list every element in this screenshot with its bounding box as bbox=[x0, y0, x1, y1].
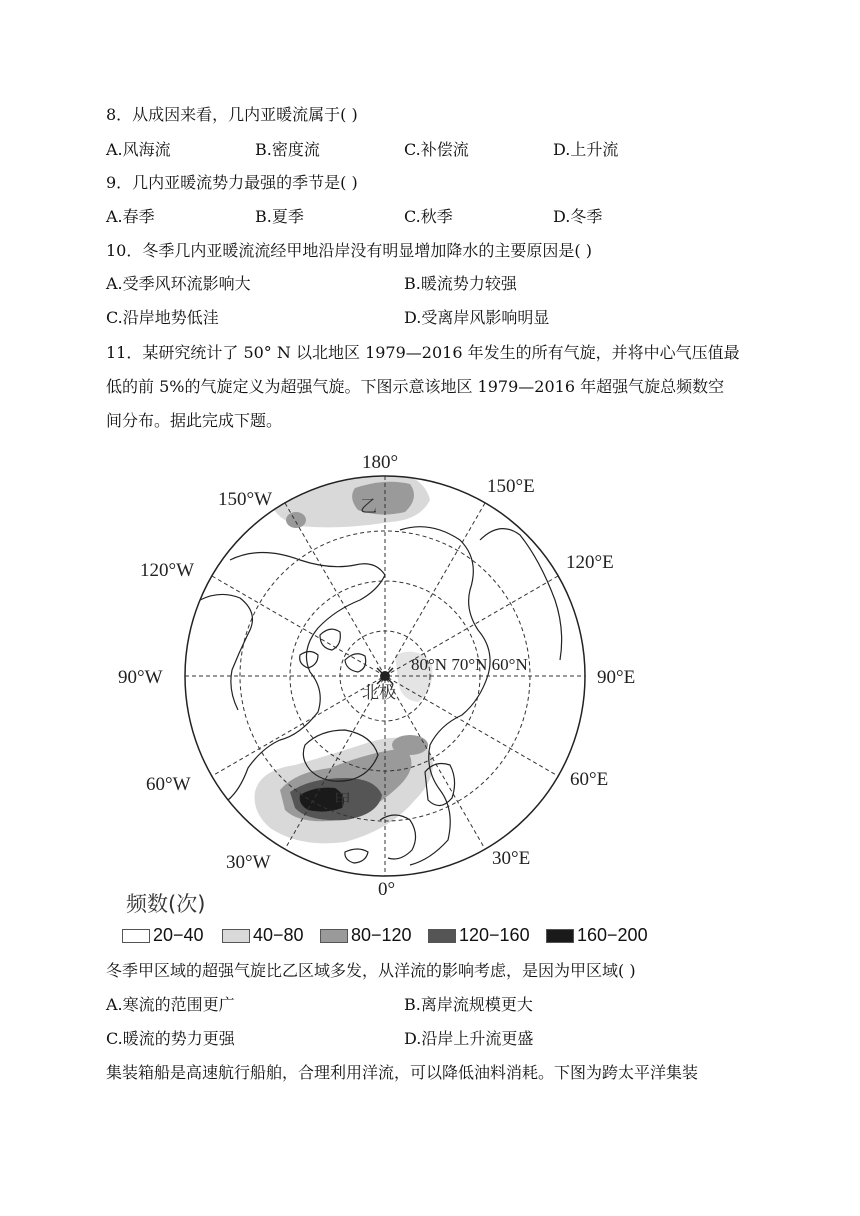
polar-frequency-map bbox=[0, 440, 860, 900]
frequency-legend bbox=[122, 922, 682, 952]
legend-swatch bbox=[428, 929, 456, 943]
legend-label: 120−160 bbox=[459, 925, 530, 945]
legend-title: 频数(次) bbox=[126, 892, 206, 916]
legend-label: 40−80 bbox=[253, 925, 304, 945]
legend-label: 20−40 bbox=[153, 925, 204, 945]
legend-label: 80−120 bbox=[351, 925, 412, 945]
q8-option-a: A.风海流 bbox=[106, 140, 171, 159]
legend-item-20-40 bbox=[122, 925, 204, 946]
legend-item-120-160 bbox=[428, 925, 530, 946]
q9-option-b: B.夏季 bbox=[255, 207, 304, 226]
q11-option-c: C.暖流的势力更强 bbox=[106, 1029, 235, 1048]
label-90w: 90°W bbox=[118, 667, 163, 688]
label-yi-region: 乙 bbox=[360, 497, 377, 517]
label-jia-region: 甲 bbox=[334, 791, 351, 811]
label-latitudes: 80°N 70°N 60°N bbox=[411, 655, 528, 674]
label-180: 180° bbox=[362, 452, 399, 473]
label-90e: 90°E bbox=[597, 667, 636, 688]
label-north-pole: 北极 bbox=[362, 683, 396, 703]
q11-option-d: D.沿岸上升流更盛 bbox=[404, 1029, 534, 1048]
label-150w: 150°W bbox=[218, 489, 273, 510]
q8-option-b: B.密度流 bbox=[255, 140, 320, 159]
next-paragraph: 集装箱船是高速航行船舶，合理利用洋流，可以降低油料消耗。下图为跨太平洋集装 bbox=[106, 1063, 699, 1082]
q10-option-a: A.受季风环流影响大 bbox=[106, 274, 251, 293]
legend-item-80-120 bbox=[320, 925, 412, 946]
label-0: 0° bbox=[378, 879, 396, 900]
legend-swatch bbox=[546, 929, 574, 943]
q8-option-c: C.补偿流 bbox=[404, 140, 469, 159]
legend-item-160-200 bbox=[546, 925, 648, 946]
q9-stem: 9．几内亚暖流势力最强的季节是( ) bbox=[106, 173, 358, 192]
label-150e: 150°E bbox=[487, 476, 535, 497]
q11-intro-line-2: 低的前 5%的气旋定义为超强气旋。下图示意该地区 1979—2016 年超强气旋总频数空 bbox=[106, 377, 725, 396]
label-120w: 120°W bbox=[140, 560, 195, 581]
legend-swatch bbox=[222, 929, 250, 943]
q10-stem: 10．冬季几内亚暖流流经甲地沿岸没有明显增加降水的主要原因是( ) bbox=[106, 241, 592, 260]
q9-option-a: A.春季 bbox=[106, 207, 155, 226]
q8-option-d: D.上升流 bbox=[553, 140, 619, 159]
q10-option-b: B.暖流势力较强 bbox=[404, 274, 517, 293]
q8-stem: 8．从成因来看，几内亚暖流属于( ) bbox=[106, 105, 358, 124]
q10-option-d: D.受离岸风影响明显 bbox=[404, 308, 550, 327]
q11-stem: 冬季甲区域的超强气旋比乙区域多发，从洋流的影响考虑，是因为甲区域( ) bbox=[106, 961, 636, 980]
label-30e: 30°E bbox=[492, 848, 531, 869]
label-120e: 120°E bbox=[566, 552, 614, 573]
q11-option-b: B.离岸流规模更大 bbox=[404, 995, 533, 1014]
legend-swatch bbox=[122, 929, 150, 943]
label-30w: 30°W bbox=[226, 852, 271, 873]
label-60e: 60°E bbox=[570, 769, 609, 790]
q9-option-d: D.冬季 bbox=[553, 207, 603, 226]
label-60w: 60°W bbox=[146, 774, 191, 795]
q11-option-a: A.寒流的范围更广 bbox=[106, 995, 235, 1014]
q9-option-c: C.秋季 bbox=[404, 207, 453, 226]
legend-swatch bbox=[320, 929, 348, 943]
q10-option-c: C.沿岸地势低洼 bbox=[106, 308, 219, 327]
q11-intro-line-3: 间分布。据此完成下题。 bbox=[106, 411, 283, 430]
legend-label: 160−200 bbox=[577, 925, 648, 945]
q11-intro-line-1: 11．某研究统计了 50° N 以北地区 1979—2016 年发生的所有气旋，并将中心气压值最 bbox=[106, 343, 740, 362]
legend-item-40-80 bbox=[222, 925, 304, 946]
